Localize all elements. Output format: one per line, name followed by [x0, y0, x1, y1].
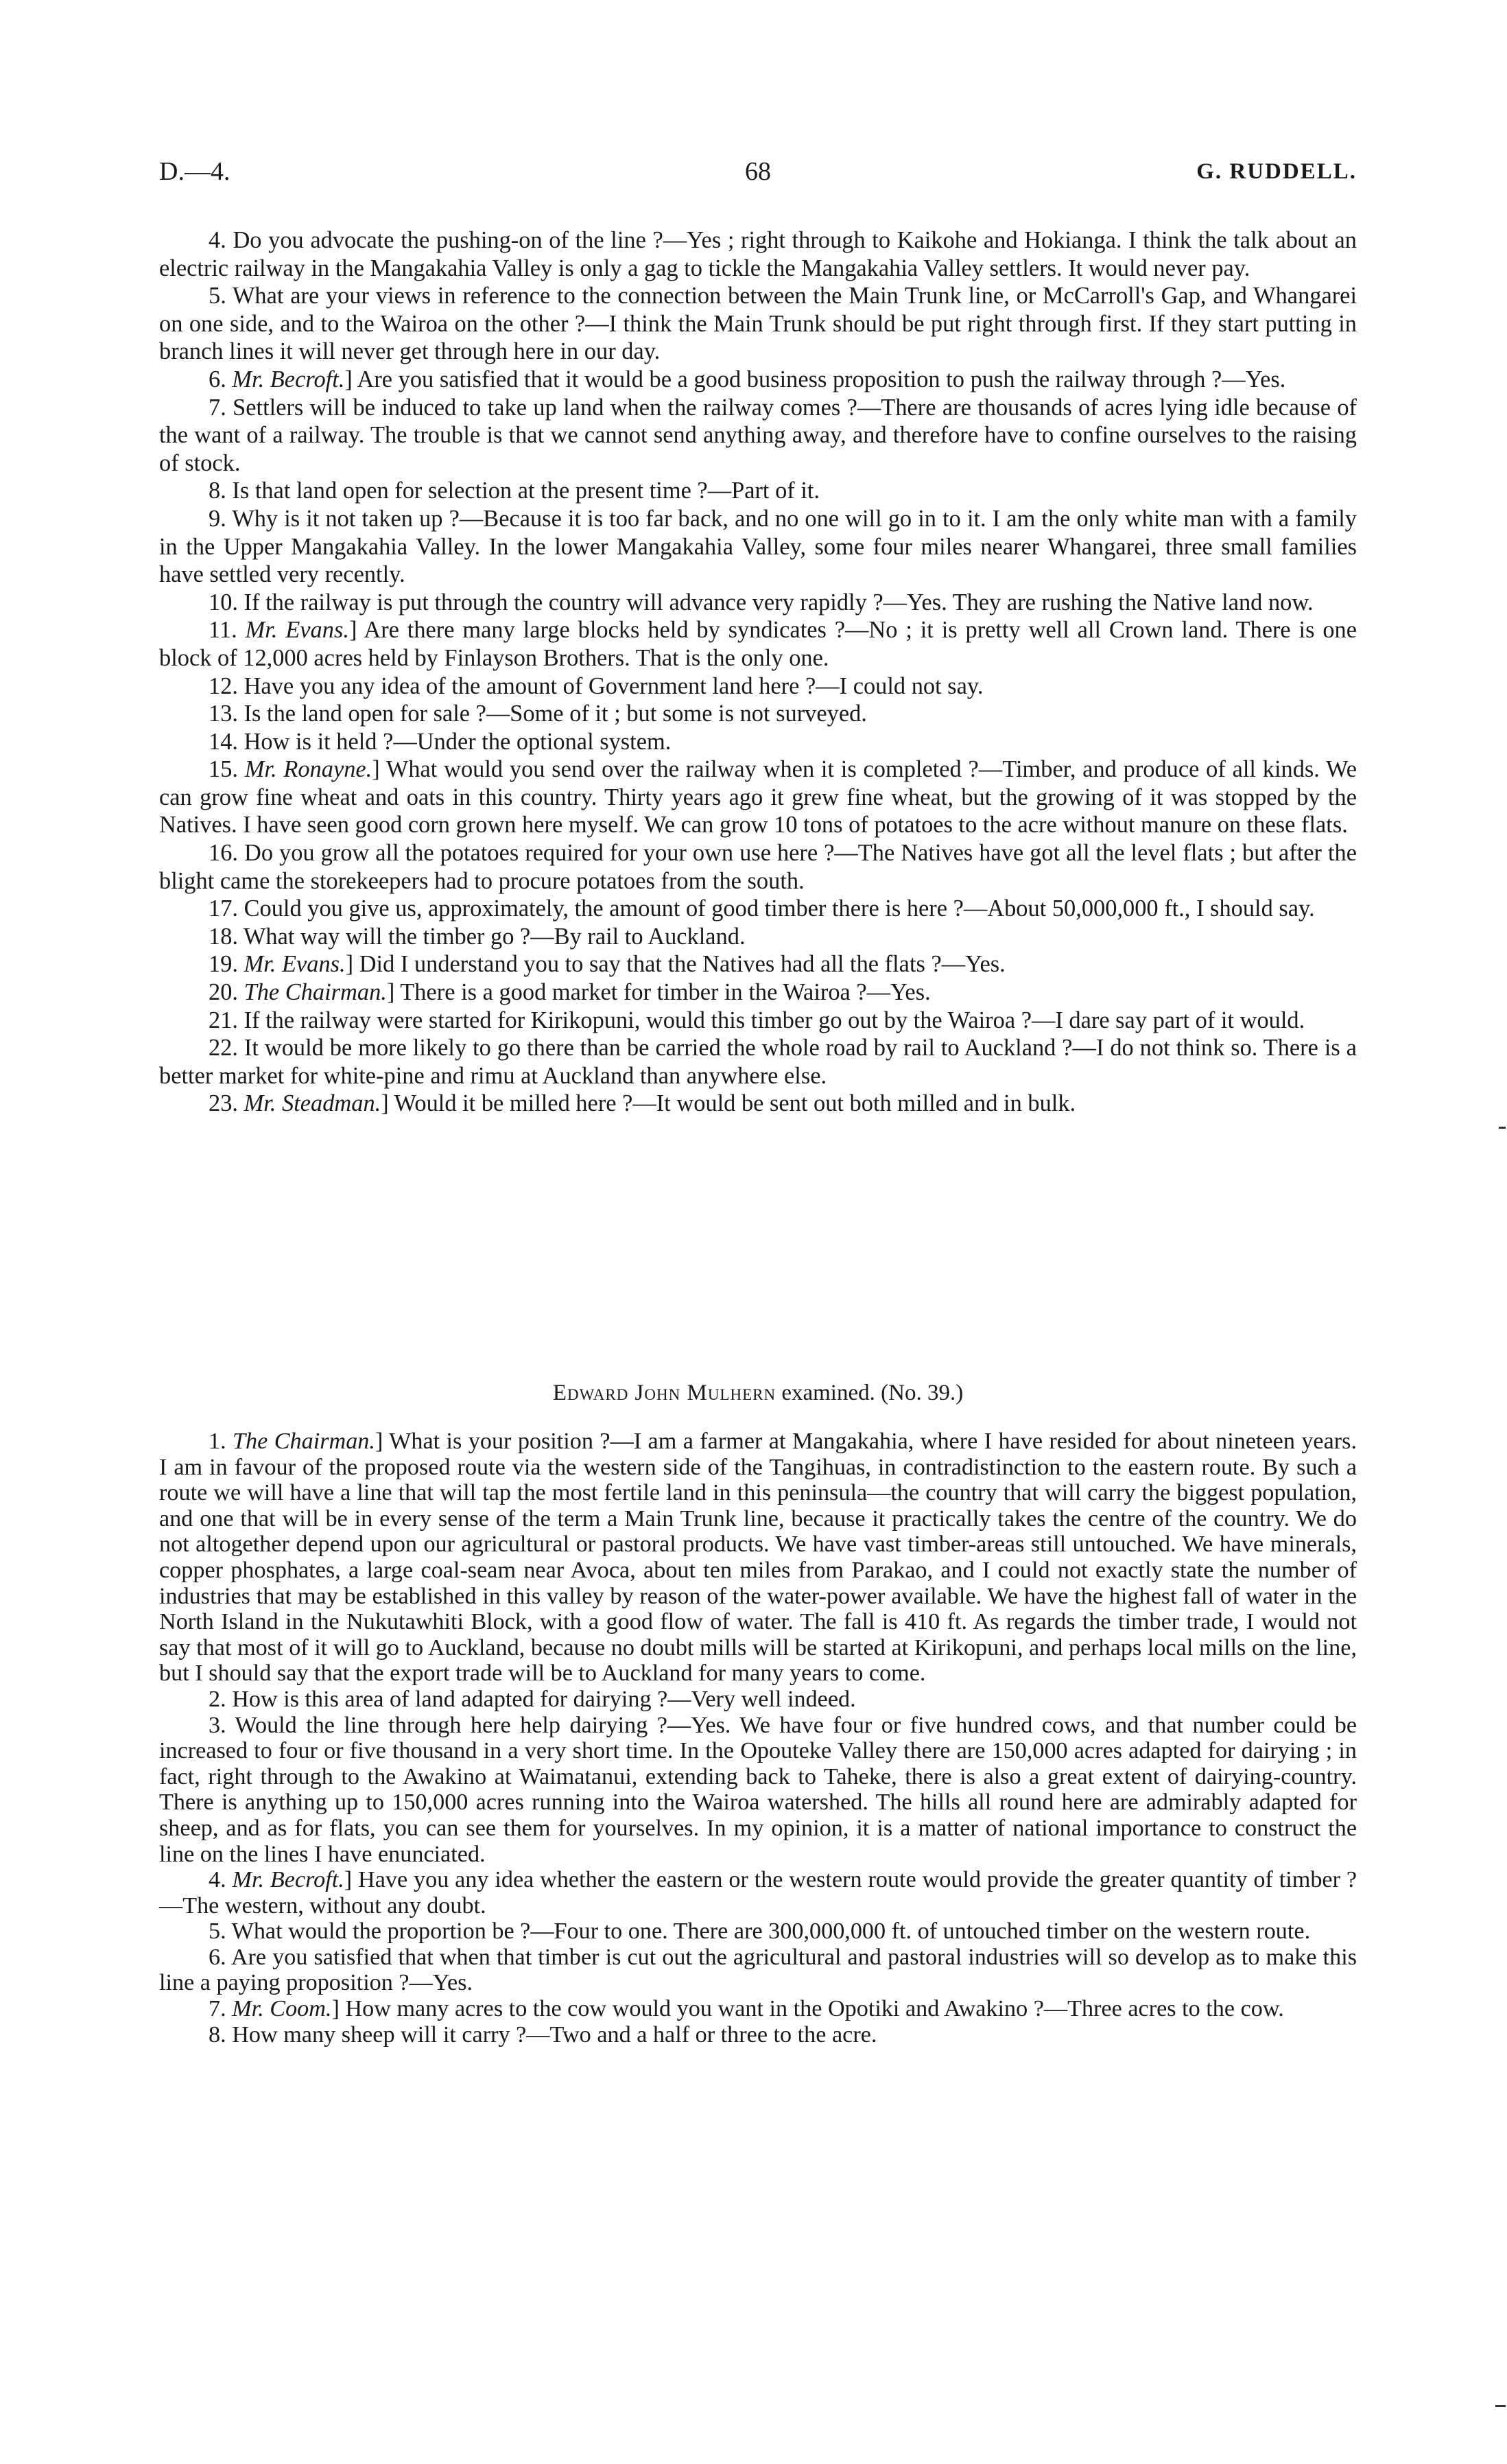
- question-answer: [159, 226, 1357, 282]
- question-text: 8. How many sheep will it carry ?—Two and a half or three to the acre.: [209, 2021, 877, 2048]
- question-answer: [159, 728, 1357, 756]
- question-answer: [159, 282, 1357, 366]
- question-answer: [159, 1867, 1357, 1919]
- question-text: ] Have you any idea whether the eastern or the western route would provide the greater quantity of timber ?—The western, without any doubt.: [159, 1867, 1357, 1919]
- question-answer: [159, 505, 1357, 589]
- question-text: 5. What would the proportion be ?—Four to one. There are 300,000,000 ft. of untouched timber on the western route.: [209, 1919, 1311, 1945]
- question-text: 7. Settlers will be induced to take up land when the railway comes ?—There are thousands of acres lying idle because of the want of a railway. The trouble is that we cannot send anything away, and therefore have to confine ourselves to the raising of stock.: [159, 394, 1357, 476]
- question-text: 2. How is this area of land adapted for dairying ?—Very well indeed.: [209, 1686, 856, 1712]
- question-answer: [159, 755, 1357, 839]
- question-text: 18. What way will the timber go ?—By rail to Auckland.: [209, 923, 746, 950]
- question-text: 6. Are you satisfied that when that timber is cut out the agricultural and pastoral industries will so develop as to make this line a paying proposition ?—Yes.: [159, 1944, 1357, 1996]
- witness-name: Edward John Mulhern: [552, 1381, 776, 1405]
- question-answer: [159, 950, 1357, 978]
- question-answer: [159, 1996, 1357, 2022]
- question-answer: [159, 366, 1357, 394]
- question-answer: [159, 2022, 1357, 2048]
- question-answer: [159, 1945, 1357, 1996]
- question-number: 23.: [209, 1090, 244, 1117]
- document-reference: D.—4.: [159, 157, 230, 186]
- speaker-name: Mr. Evans.: [245, 617, 349, 644]
- question-text: 12. Have you any idea of the amount of Government land here ?—I could not say.: [209, 672, 984, 699]
- question-text: 22. It would be more likely to go there than be carried the whole road by rail to Auckland ?—I do not think so. There is a better market for white-pine and rimu at Auckland than anywhere else.: [159, 1035, 1357, 1089]
- question-text: ] Would it be milled here ?—It would be sent out both milled and in bulk.: [381, 1090, 1076, 1117]
- question-answer: [159, 394, 1357, 478]
- question-text: ] There is a good market for timber in the Wairoa ?—Yes.: [386, 979, 931, 1006]
- question-answer: [159, 839, 1357, 895]
- margin-mark: [1499, 1127, 1506, 1129]
- question-answer: [159, 1687, 1357, 1713]
- speaker-name: The Chairman.: [244, 979, 387, 1006]
- speaker-name: Mr. Evans.: [244, 951, 346, 978]
- question-answer: [159, 700, 1357, 728]
- question-answer: [159, 1713, 1357, 1868]
- question-answer: [159, 672, 1357, 701]
- question-text: 14. How is it held ?—Under the optional system.: [209, 728, 672, 755]
- speaker-name: Mr. Coom.: [232, 1996, 332, 2022]
- question-answer: [159, 978, 1357, 1007]
- question-number: 20.: [209, 979, 244, 1006]
- question-answer: [159, 1090, 1357, 1118]
- question-number: 19.: [209, 951, 244, 978]
- question-text: 21. If the railway were started for Kirikopuni, would this timber go out by the Wairoa ?—I dare say part of it would.: [209, 1007, 1305, 1033]
- question-answer: [159, 1034, 1357, 1090]
- witness-number: (No. 39.): [881, 1381, 964, 1405]
- witness-examined: examined.: [776, 1381, 875, 1405]
- question-text: 17. Could you give us, approximately, the amount of good timber there is here ?—About 50,000,000 ft., I should say.: [209, 895, 1315, 922]
- speaker-name: Mr. Becroft.: [232, 1867, 344, 1893]
- page-number: 68: [745, 157, 771, 186]
- question-text: 10. If the railway is put through the country will advance very rapidly ?—Yes. They are rushing the Native land now.: [209, 589, 1314, 615]
- question-answer: [159, 923, 1357, 951]
- question-answer: [159, 616, 1357, 672]
- question-text: 13. Is the land open for sale ?—Some of it ; but some is not surveyed.: [209, 701, 867, 727]
- question-number: 6.: [209, 366, 233, 392]
- question-number: 11.: [209, 617, 246, 644]
- question-number: 4.: [209, 1867, 233, 1893]
- question-answer: [159, 1429, 1357, 1687]
- question-text: 3. Would the line through here help dairying ?—Yes. We have four or five hundred cows, and that number could be increased to four or five thousand in a very short time. In the Opouteke Valley there are 150,000 acres adapted for dairying ; in fact, right through to the Awakino at Waimatanui, extending back to Taheke, there is also a great extent of dairying-country. There is anything up to 150,000 acres running into the Wairoa watershed. The hills all round here are admirably adapted for sheep, and as for flats, you can see them for yourselves. In my opinion, it is a matter of national importance to construct the line on the lines I have enunciated.: [159, 1712, 1357, 1867]
- mulhern-evidence: [159, 1429, 1357, 2048]
- question-text: ] What is your position ?—I am a farmer at Mangakahia, where I have resided for about nineteen years. I am in favour of the proposed route via the western side of the Tangihuas, in contradistinction to the eastern route. By such a route we will have a line that will tap the most fertile land in this peninsula—the country that will carry the biggest population, and one that will be in every sense of the term a Main Trunk line, because it practically takes the centre of the country. We do not altogether depend upon our agricultural or pastoral products. We have vast timber-areas still untouched. We have minerals, copper phosphates, a large coal-seam near Avoca, about ten miles from Parakao, and I could not exactly state the number of industries that may be established in this valley by reason of the water-power available. We have the highest fall of water in the North Island in the Nukutawhiti Block, with a good flow of water. The fall is 410 ft. As regards the timber trade, I would not say that most of it will go to Auckland, because no doubt mills will be started at Kirikopuni, and perhaps local mills on the line, but I should say that the export trade will be to Auckland for many years to come.: [159, 1429, 1357, 1687]
- question-answer: [159, 1007, 1357, 1035]
- question-number: 15.: [209, 756, 245, 783]
- question-text: 9. Why is it not taken up ?—Because it is too far back, and no one will go in to it. I am the only white man with a family in the Upper Mangakahia Valley. In the lower Mangakahia Valley, some four miles nearer Whangarei, three small families have settled very recently.: [159, 505, 1357, 588]
- witness-heading: [159, 1381, 1357, 1406]
- question-text: 4. Do you advocate the pushing-on of the line ?—Yes ; right through to Kaikohe and Hokianga. I think the talk about an electric railway in the Mangakahia Valley is only a gag to tickle the Mangakahia Valley settlers. It would never pay.: [159, 227, 1357, 281]
- question-answer: [159, 1919, 1357, 1945]
- question-answer: [159, 589, 1357, 617]
- question-text: ] Are you satisfied that it would be a good business proposition to push the railway through ?—Yes.: [344, 366, 1286, 392]
- question-text: 5. What are your views in reference to the connection between the Main Trunk line, or McCarroll's Gap, and Whangarei on one side, and to the Wairoa on the other ?—I think the Main Trunk should be put right through first. If they start putting in branch lines it will never get through here in our day.: [159, 283, 1357, 365]
- speaker-name: The Chairman.: [233, 1429, 375, 1454]
- question-answer: [159, 895, 1357, 923]
- speaker-name: Mr. Steadman.: [244, 1090, 381, 1117]
- question-text: ] Are there many large blocks held by syndicates ?—No ; it is pretty well all Crown land. There is one block of 12,000 acres held by Finlayson Brothers. That is the only one.: [159, 617, 1357, 671]
- question-text: ] Did I understand you to say that the Natives had all the flats ?—Yes.: [345, 951, 1006, 978]
- speaker-name: Mr. Ronayne.: [244, 756, 372, 783]
- question-number: 7.: [209, 1996, 233, 2022]
- question-text: 8. Is that land open for selection at the present time ?—Part of it.: [209, 478, 820, 504]
- question-number: 1.: [209, 1429, 233, 1454]
- question-text: 16. Do you grow all the potatoes required for your own use here ?—The Natives have got all the level flats ; but after the blight came the storekeepers had to procure potatoes from the south.: [159, 840, 1357, 894]
- margin-mark: [1495, 2405, 1506, 2407]
- question-answer: [159, 477, 1357, 505]
- witness-name-header: G. RUDDELL.: [1196, 159, 1357, 184]
- speaker-name: Mr. Becroft.: [232, 366, 345, 392]
- ruddell-evidence: [159, 226, 1357, 1118]
- question-text: ] How many acres to the cow would you want in the Opotiki and Awakino ?—Three acres to the cow.: [331, 1996, 1284, 2022]
- running-header: [159, 156, 1357, 198]
- question-text: ] What would you send over the railway when it is completed ?—Timber, and produce of all kinds. We can grow fine wheat and oats in this country. Thirty years ago it grew fine wheat, but the growing of it was stopped by the Natives. I have seen good corn grown here myself. We can grow 10 tons of potatoes to the acre without manure on these flats.: [159, 756, 1357, 838]
